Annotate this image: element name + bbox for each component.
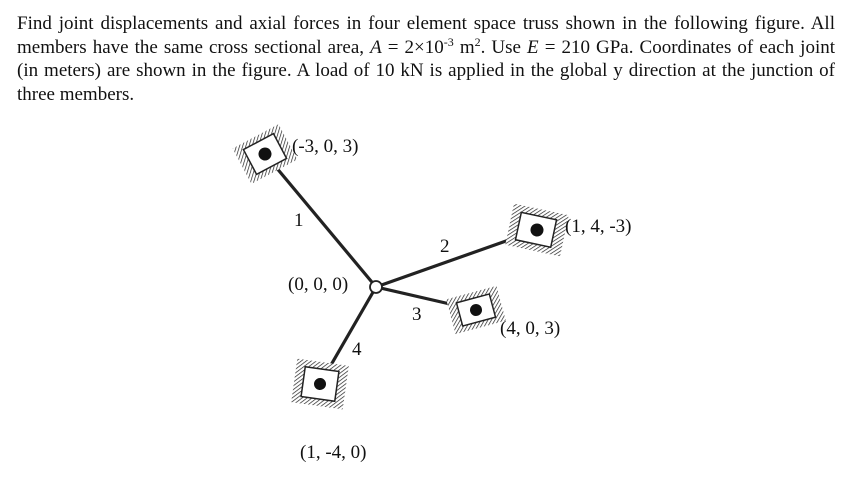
member-label-4: 4	[352, 339, 362, 360]
coord-label-bottom: (1, -4, 0)	[300, 442, 367, 463]
coord-label-mid: (4, 0, 3)	[500, 318, 561, 339]
member-1	[265, 154, 376, 287]
coord-label-center: (0, 0, 0)	[288, 274, 349, 295]
member-label-3: 3	[412, 304, 422, 325]
member-label-1: 1	[294, 210, 304, 231]
support-bottom	[291, 359, 349, 410]
coord-label-right: (1, 4, -3)	[565, 216, 632, 237]
modulus-symbol: E	[527, 36, 539, 58]
problem-text-5: = 210 GPa. Coordinates of each joint (in meters) are shown in the figure. A load of 10 kN is applied in the global y direction at the junction of three members.	[17, 36, 835, 105]
problem-text-1: Find joint displacements and axial forces in four element space truss shown in the following figure. All members have the same cross sectional area,	[17, 13, 835, 58]
coord-label-top: (-3, 0, 3)	[292, 136, 359, 157]
problem-text-3: m	[453, 36, 475, 58]
support-right	[505, 204, 569, 257]
problem-text-4: . Use	[480, 36, 528, 58]
problem-text-2: = 2×10	[381, 36, 444, 58]
unit-exponent: 2	[474, 34, 481, 49]
area-symbol: A	[370, 36, 382, 58]
area-exponent: -3	[443, 34, 454, 49]
member-label-2: 2	[440, 236, 450, 257]
center-joint	[370, 281, 382, 293]
support-mid	[446, 286, 506, 334]
support-top	[233, 124, 298, 184]
